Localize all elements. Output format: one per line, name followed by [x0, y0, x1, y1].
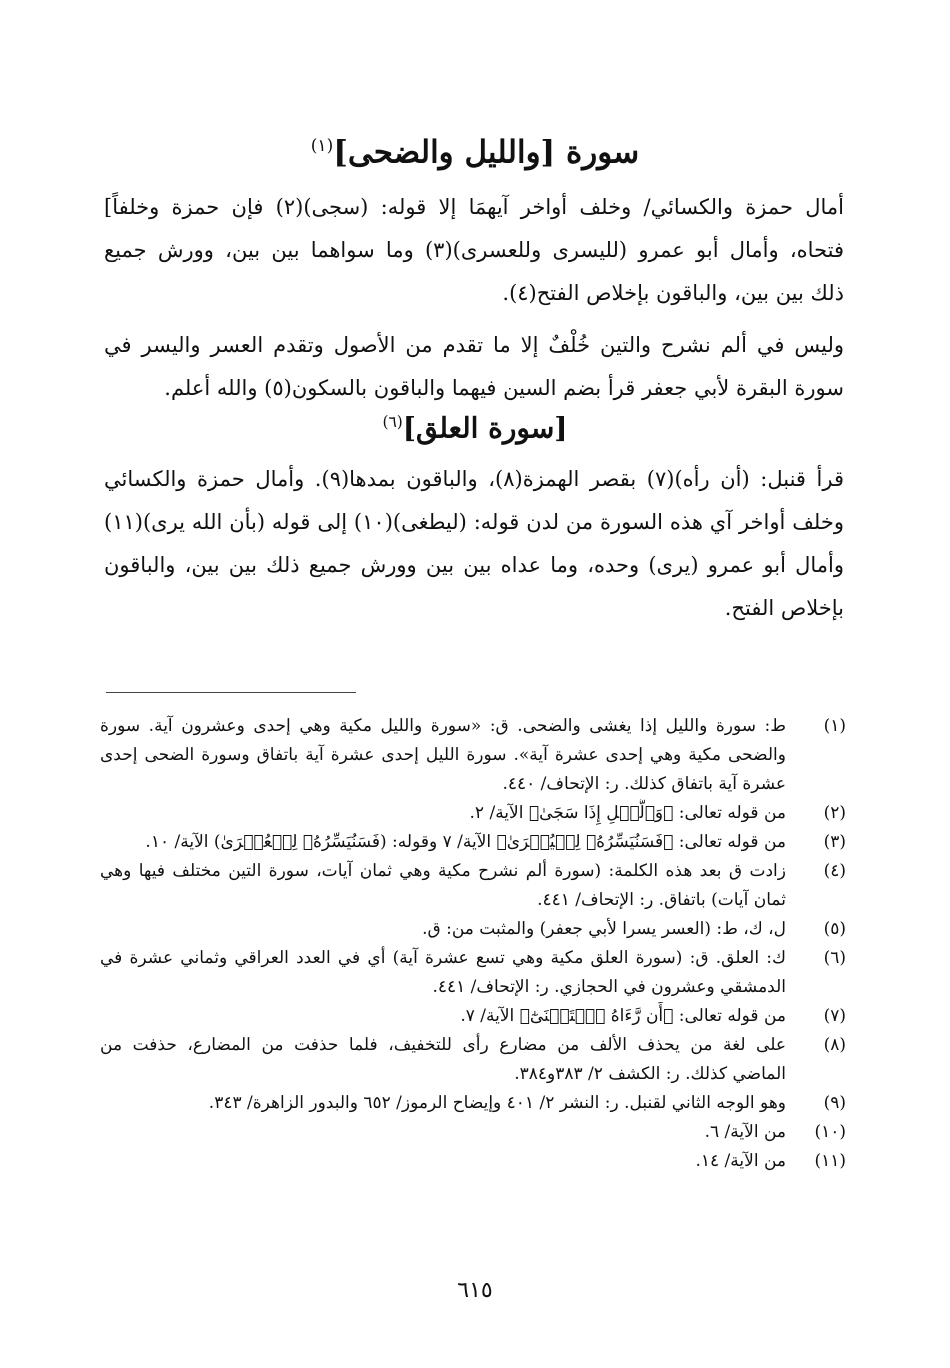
footnote-number: (٧)	[823, 1006, 846, 1026]
paragraph-imala-duha	[104, 186, 844, 315]
footnote-line: عشرة آية باتفاق كذلك. ر: الإتحاف/ ٤٤٠.	[502, 774, 786, 794]
footnote-4	[100, 857, 846, 915]
footnote-number: (٩)	[823, 1093, 846, 1113]
footnote-10	[100, 1118, 846, 1147]
text-line: وليس في ألم نشرح والتين خُلْفٌ إلا ما تقدم من الأصول وتقدم العسر واليسر في	[104, 333, 844, 357]
footnote-ref: (١)	[310, 136, 334, 156]
footnote-number: (١٠)	[814, 1122, 846, 1142]
surah-title-layl-duha	[0, 126, 950, 172]
footnote-line: ثمان آيات) باتفاق. ر: الإتحاف/ ٤٤١.	[537, 890, 786, 910]
footnote-line: والضحى مكية وهي إحدى عشرة آية». سورة الليل إحدى عشرة آية باتفاق وسورة الضحى إحدى	[100, 745, 786, 765]
footnote-number: (٤)	[823, 861, 846, 881]
footnote-line: من قوله تعالى: ﴿وَٱلَّيۡلِ إِذَا سَجَىٰ﴾ الآية/ ٢.	[469, 803, 786, 823]
footnote-number: (٦)	[823, 948, 846, 968]
footnote-line: من قوله تعالى: ﴿أَن رَّءَاهُ ٱسۡتَغۡنَىٰٓ﴾ الآية/ ٧.	[460, 1006, 786, 1026]
text-line: ذلك بين بين، والباقون بإخلاص الفتح(٤).	[502, 281, 844, 305]
footnote-number: (١)	[823, 716, 846, 736]
paragraph-alaq	[104, 458, 844, 630]
footnote-number: (٢)	[823, 803, 846, 823]
footnote-line: ك: العلق. ق: (سورة العلق مكية وهي تسع عشرة آية) أي في العدد العراقي وثماني عشرة في	[100, 948, 786, 968]
footnote-number: (٨)	[823, 1035, 846, 1055]
text-line: سورة البقرة لأبي جعفر قرأ بضم السين فيهما والباقون بالسكون(٥) والله أعلم.	[164, 376, 844, 400]
footnote-line: الدمشقي وعشرون في الحجازي. ر: الإتحاف/ ٤٤١.	[432, 977, 786, 997]
footnote-2	[100, 799, 846, 828]
text-line: بإخلاص الفتح.	[724, 596, 844, 620]
footnote-line: من الآية/ ١٤.	[695, 1151, 786, 1171]
paragraph-sharh-tin	[104, 324, 844, 410]
footnote-number: (٣)	[823, 832, 846, 852]
footnote-line: على لغة من يحذف الألف من مضارع رأى للتخفيف، فلما حذفت من المضارع، حذفت من	[100, 1035, 786, 1055]
footnote-divider	[106, 692, 356, 693]
page-number: ٦١٥	[457, 1278, 493, 1303]
footnote-11	[100, 1147, 846, 1176]
text-line: وخلف أواخر آي هذه السورة من لدن قوله: (ليطغى)(١٠) إلى قوله (بأن الله يرى)(١١)	[104, 510, 844, 534]
footnote-3	[100, 828, 846, 857]
footnote-1	[100, 712, 846, 799]
footnote-ref: (٦)	[382, 413, 403, 431]
text-line: قرأ قنبل: (أن رأه)(٧) بقصر الهمزة(٨)، والباقون بمدها(٩). وأمال حمزة والكسائي	[104, 467, 844, 491]
footnotes	[100, 712, 846, 1176]
surah-title-alaq	[0, 402, 950, 448]
text-line: فتحاه، وأمال أبو عمرو (لليسرى وللعسرى)(٣) وما سواهما بين بين، وورش جميع	[104, 238, 844, 262]
footnote-number: (٥)	[823, 919, 846, 939]
footnote-line: من قوله تعالى: ﴿فَسَنُيَسِّرُهُۥ لِلۡيُسۡرَىٰ﴾ الآية/ ٧ وقوله: (فَسَنُيَسِّرُهُۥ لِلۡعُسۡرَىٰ) الآية/ ١٠.	[145, 832, 786, 852]
footnote-5	[100, 915, 846, 944]
footnote-9	[100, 1089, 846, 1118]
footnote-6	[100, 944, 846, 1002]
footnote-number: (١١)	[814, 1151, 846, 1171]
footnote-line: ل، ك، ط: (العسر يسرا لأبي جعفر) والمثبت من: ق.	[422, 919, 786, 939]
footnote-line: ط: سورة والليل إذا يغشى والضحى. ق: «سورة والليل مكية وهي إحدى وعشرون آية. سورة	[100, 716, 786, 736]
surah-title-text: سورة [والليل والضحى]	[333, 134, 640, 171]
text-line: وأمال أبو عمرو (يرى) وحده، وما عداه بين بين وورش جميع ذلك بين بين، والباقون	[104, 553, 844, 577]
surah-title-text: [سورة العلق]	[402, 411, 568, 445]
footnote-8	[100, 1031, 846, 1089]
footnote-line: زادت ق بعد هذه الكلمة: (سورة ألم نشرح مكية وهي ثمان آيات، سورة التين مختلف فيها وهي	[100, 861, 786, 881]
text-line: أمال حمزة والكسائي/ وخلف أواخر آيهمَا إلا قوله: (سجى)(٢) فإن حمزة وخلفاً]	[104, 195, 844, 219]
footnote-line: من الآية/ ٦.	[704, 1122, 786, 1142]
footnote-7	[100, 1002, 846, 1031]
footnote-line: وهو الوجه الثاني لقنبل. ر: النشر ٢/ ٤٠١ وإيضاح الرموز/ ٦٥٢ والبدور الزاهرة/ ٣٤٣.	[208, 1093, 786, 1113]
footnote-line: الماضي كذلك. ر: الكشف ٢/ ٣٨٣و٣٨٤.	[514, 1064, 786, 1084]
